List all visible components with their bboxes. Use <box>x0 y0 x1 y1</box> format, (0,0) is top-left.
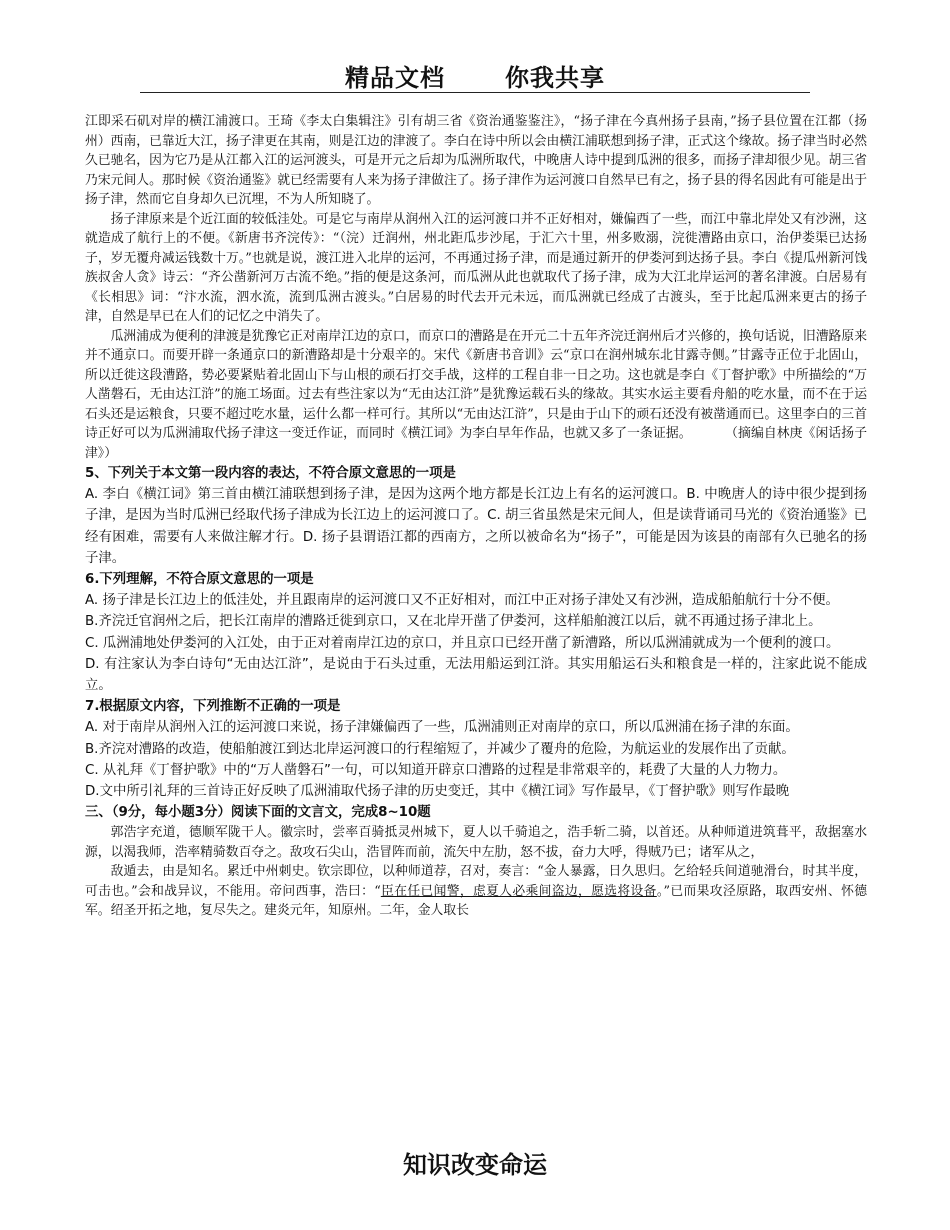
question-7-option-d: D.文中所引礼拜的三首诗正好反映了瓜洲浦取代扬子津的历史变迁，其中《横江词》写作最早，《丁督护歌》则写作最晚 <box>85 784 790 800</box>
question-6-option-b: B.齐浣迁官润州之后，把长江南岸的漕路迁徙到京口，又在北岸开凿了伊娄河，这样船舶渡江以后，就不再通过扬子津北上。 <box>85 614 822 630</box>
passage-paragraph-2 <box>85 327 867 464</box>
question-7-option-a: A. 对于南岸从润州入江的运河渡口来说，扬子津嫌偏西了一些，瓜洲浦则正对南岸的京口，所以瓜洲浦在扬子津的东面。 <box>85 720 799 736</box>
classical-paragraph-1: 郭浩字充道，德顺军陇干人。徽宗时，尝率百骑抵灵州城下，夏人以千骑追之，浩手斩二骑，以首还。从种师道进筑葺平，敌据塞水源，以渴我师，浩率精骑数百夺之。敌攻石尖山，浩冒阵而前，流矢中左肋，怒不拔，奋力大呼，得贼乃已；诸军从之， <box>85 825 867 860</box>
question-6-option-a: A. 扬子津是长江边上的低洼处，并且跟南岸的运河渡口又不正好相对，而江中正对扬子津处又有沙洲，造成船舶航行十分不便。 <box>85 593 839 609</box>
question-5-title: 5、下列关于本文第一段内容的表达，不符合原文意思的一项是 <box>85 466 456 481</box>
question-6-option-c: C. 瓜洲浦地处伊娄河的入江处，由于正对着南岸江边的京口，并且京口已经开凿了新漕路，所以瓜洲浦就成为一个便利的渡口。 <box>85 635 840 651</box>
passage-source: （摘编自林庚《闲话扬子津》） <box>85 426 868 461</box>
header-right: 你我共享 <box>505 64 605 92</box>
question-5-options: A. 李白《横江词》第三首由横江浦联想到扬子津，是因为这两个地方都是长江边上有名的运河渡口。B. 中晚唐人的诗中很少提到扬子津，是因为当时瓜洲已经取代扬子津成为长江边上的运河渡口了。C. 胡三省虽然是宋元间人，但是读背诵司马光的《资治通鉴》已经有困难，需要有人来做注解才行。D. 扬子县谓语江都的西南方，之所以被命名为“扬子”，可能是因为该县的南部有久已驰名的扬子津。 <box>85 487 867 566</box>
classical-paragraph-2 <box>85 862 867 921</box>
header-left: 精品文档 <box>345 64 445 92</box>
section-3-title: 三、（9分，每小题3分）阅读下面的文言文，完成8~10题 <box>85 805 431 821</box>
classical-paragraph-2-b: 。”已而果攻泾原路，取西安州、怀德军。绍圣开拓之地，复尽失之。建炎元年，知原州。二年，金人取长 <box>85 883 867 919</box>
question-7-option-b: B.齐浣对漕路的改造，使船舶渡江到达北岸运河渡口的行程缩短了，并减少了覆舟的危险，为航运业的发展作出了贡献。 <box>85 741 795 757</box>
document-body <box>85 112 867 921</box>
question-7-option-c: C. 从礼拜《丁督护歌》中的“万人凿磐石”一句，可以知道开辟京口漕路的过程是非常艰辛的，耗费了大量的人力物力。 <box>85 762 787 778</box>
underlined-sentence: 臣在任已闻警，虑夏人必乘间盗边，愿选将设备 <box>380 883 657 899</box>
page-header <box>0 58 950 93</box>
header-rule <box>140 92 810 93</box>
page-footer: 知识改变命运 <box>403 1151 547 1179</box>
passage-paragraph-2-text: 瓜洲浦成为便利的津渡是犹豫它正对南岸江边的京口，而京口的漕路是在开元二十五年齐浣迁润州后才兴修的，换句话说，旧漕路原来并不通京口。而要开辟一条通京口的新漕路却是十分艰辛的。宋代《新唐书音训》云“京口在润州城东北甘露寺侧。”甘露寺正位于北固山，所以迁徙这段漕路，势必要紧贴着北固山下与山根的顽石打交手战，这样的工程自非一日之功。这也就是李白《丁督护歌》中所描绘的“万人凿磐石，无由达江浒”的施工场面。过去有些注家以为“无由达江浒”是犹豫运载石头的缘故。其实水运主要看舟船的吃水量，而不在于运石头还是运粮食，只要不超过吃水量，运什么都一样可行。其所以“无由达江浒”，只是由于山下的顽石还没有被凿通而已。这里李白的三首诗正好可以为瓜洲浦取代扬子津这一变迁作证，而同时《横江词》为李白早年作品，也就又多了一条证据。 <box>85 328 867 441</box>
passage-paragraph-0: 江即采石矶对岸的横江浦渡口。王琦《李太白集辑注》引有胡三省《资治通鉴鉴注》，“扬子津在今真州扬子县南，”扬子县位置在江都（扬州）西南，已靠近大江，扬子津更在其南，则是江边的津渡了。李白在诗中所以会由横江浦联想到扬子津，正式这个缘故。扬子津当时必然久已驰名，因为它乃是从江都入江的运河渡头，可是开元之后却为瓜洲所取代，中晚唐人诗中提到瓜洲的很多，而扬子津却很少见。胡三省乃宋元间人。那时候《资治通鉴》就已经需要有人来为扬子津做注了。扬子津作为运河渡口自然早已有之，扬子县的得名因此有可能是出于扬子津，然而它自身却久已沉埋，不为人所知晓了。 <box>85 114 867 207</box>
question-7-title: 7.根据原文内容，下列推断不正确的一项是 <box>85 699 341 715</box>
question-6-title: 6.下列理解，不符合原文意思的一项是 <box>85 572 314 588</box>
passage-paragraph-1: 扬子津原来是个近江面的较低洼处。可是它与南岸从润州入江的运河渡口并不正好相对，嫌偏西了一些，而江中靠北岸处又有沙洲，这就造成了航行上的不便。《新唐书齐浣传》：“（浣）迁润州，州北距瓜步沙尾，于汇六十里，州多败溺，浣徙漕路由京口，治伊娄渠已达扬子，岁无覆舟减运钱数十万。”也就是说，渡江进入北岸的运河，不再通过扬子津，而是通过新开的伊娄河到达扬子县。李白《提瓜州新河饯族叔舍人贪》诗云：“齐公凿新河万古流不绝。”指的便是这条河，而瓜洲从此也就取代了扬子津，成为大江北岸运河的著名津渡。白居易有《长相思》词：“汴水流，泗水流，流到瓜洲古渡头。”白居易的时代去开元未远，而瓜洲就已经成了古渡头，至于比起瓜洲来更古的扬子津，自然是早已在人们的记忆之中消失了。 <box>85 211 867 324</box>
question-6-option-d: D. 有注家认为李白诗句“无由达江浒”，是说由于石头过重，无法用船运到江浒。其实用船运石头和粮食是一样的，注家此说不能成立。 <box>85 656 867 694</box>
classical-paragraph-2-a: 敌遁去，由是知名。累迁中州刺史。钦宗即位，以种师道荐，召对，奏言：“金人暴露，日久思归。乞给轻兵间道驰滑台，时其半度，可击也。”会和战异议，不能用。帝问西事，浩曰：“ <box>85 864 867 899</box>
